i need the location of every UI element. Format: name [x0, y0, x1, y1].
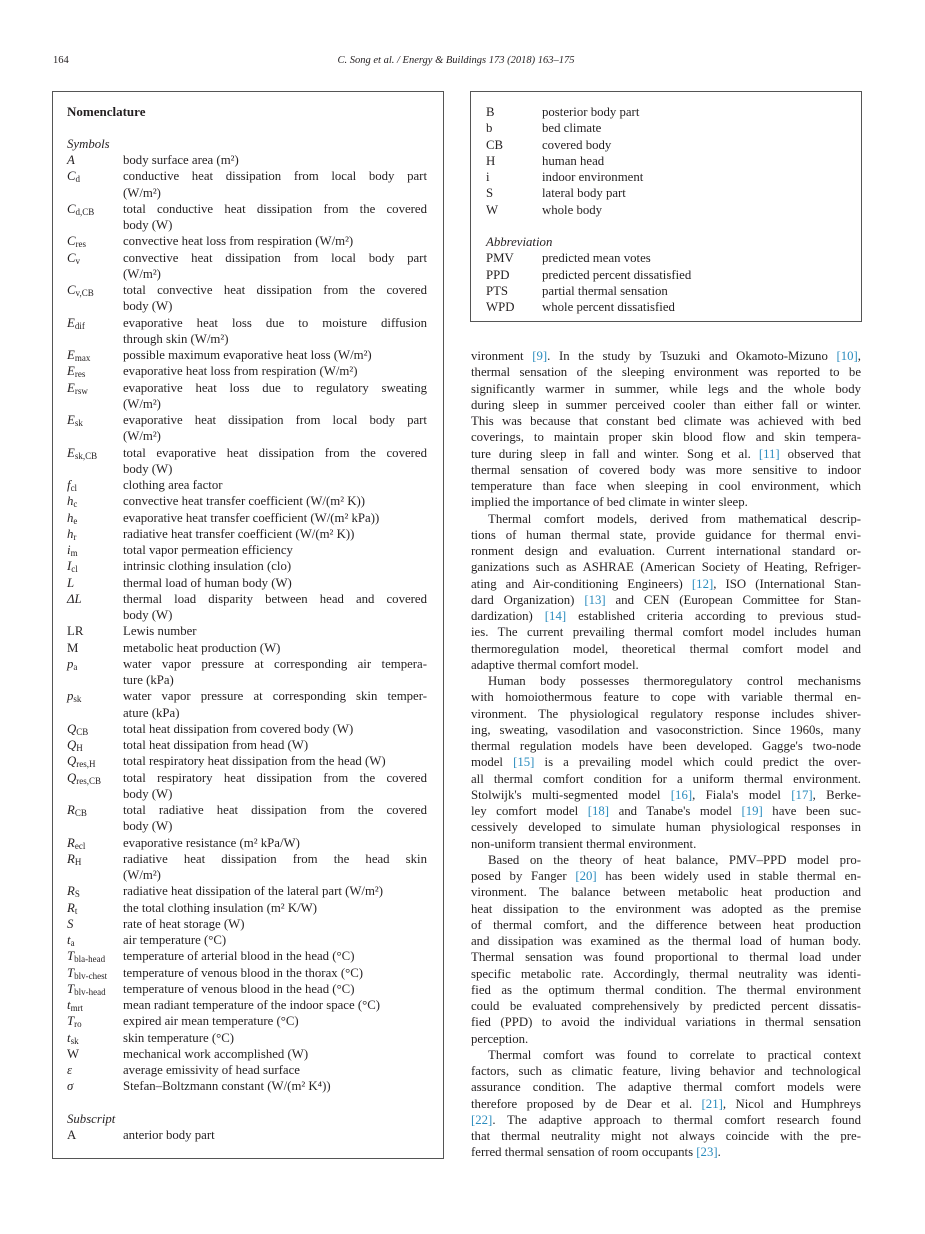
nomenclature-symbol: $R_{CB}$ — [67, 803, 87, 818]
nomenclature-definition: (W/m²) — [123, 185, 161, 200]
nomenclature-definition: total respiratory heat dissipation from the covered — [123, 770, 427, 785]
subscript-definition: anterior body part — [123, 1128, 215, 1142]
subscript-definition: human head — [542, 153, 605, 168]
nomenclature-symbol: $i_m$ — [67, 543, 78, 558]
subscript-symbol: A — [67, 1128, 77, 1142]
nomenclature-symbol: $C_{d,CB}$ — [67, 201, 95, 217]
nomenclature-definition: ture (kPa) — [123, 673, 174, 687]
body-text-line: during sleep in summer perceived cooler than either fall or winter. — [471, 397, 861, 412]
nomenclature-symbol: $t_a$ — [67, 933, 75, 948]
abbreviation-symbol: PMV — [486, 251, 514, 266]
body-text-line: and dissipation was examined as the thermal load of human body. — [471, 934, 861, 948]
body-text-line: therefore proposed by de Dear et al. [21], Nicol and Humphreys — [471, 1096, 861, 1111]
nomenclature-definition: evaporative heat dissipation from local body part — [123, 413, 427, 427]
body-text-line: factors, such as climatic feature, living behavior and technological — [471, 1064, 861, 1078]
nomenclature-definition: temperature of venous blood in the head (°C) — [123, 981, 355, 996]
body-text-line: implied the importance of bed climate in winter sleep. — [471, 495, 748, 510]
citation-link[interactable]: [22] — [471, 1112, 493, 1127]
body-text-line: that thermal neutrality might not always coincide with the pre- — [471, 1129, 861, 1143]
nomenclature-symbol: L — [67, 575, 75, 590]
nomenclature-definition: the total clothing insulation (m² K/W) — [123, 900, 317, 915]
nomenclature-symbol: $R_H$ — [67, 851, 82, 867]
nomenclature-definition: body (W) — [123, 218, 173, 232]
nomenclature-definition: (W/m²) — [123, 429, 161, 444]
nomenclature-definition: total conductive heat dissipation from the covered — [123, 201, 427, 216]
nomenclature-symbol: $Q_{res,H}$ — [67, 754, 96, 770]
nomenclature-definition: total vapor permeation efficiency — [123, 543, 293, 557]
body-text-line: could be evaluated comprehensively by predicted percent dissatis- — [471, 999, 861, 1013]
subscript-symbol: B — [486, 105, 495, 119]
nomenclature-symbol: $Q_H$ — [67, 738, 83, 753]
citation-link[interactable]: [11] — [758, 446, 780, 461]
nomenclature-symbol: $E_{sk}$ — [67, 413, 83, 428]
running-head: C. Song et al. / Energy & Buildings 173 (2018) 163–175 — [337, 55, 575, 66]
nomenclature-symbol: $p_a$ — [67, 656, 78, 672]
nomenclature-symbol: LR — [67, 624, 84, 639]
subscript-symbol: i — [486, 170, 490, 184]
body-text-line: thermoregulation model, theoretical thermal comfort model and — [471, 641, 861, 656]
nomenclature-symbol: $f_{cl}$ — [67, 478, 78, 493]
body-text-line: ferred thermal sensation of room occupants [23]. — [471, 1145, 721, 1160]
citation-link[interactable]: [23] — [696, 1145, 718, 1160]
nomenclature-definition: radiative heat dissipation of the lateral part (W/m²) — [123, 884, 384, 899]
body-text-line: all thermal comfort condition for a uniform thermal environment. — [471, 771, 861, 786]
abbreviation-symbol: PTS — [486, 283, 509, 298]
body-text-line: non-uniform transient thermal environment. — [471, 836, 697, 851]
nomenclature-definition: evaporative heat loss from respiration (W/m²) — [123, 364, 358, 379]
subscript-symbol: CB — [486, 137, 504, 152]
nomenclature-symbol: $t_{sk}$ — [67, 1030, 79, 1046]
nomenclature-symbol: σ — [67, 1079, 74, 1094]
body-text-line: [22]. The adaptive approach to thermal comfort research found — [471, 1112, 861, 1127]
body-text-line: ronment design and evaluation. Current international standard or- — [471, 544, 861, 558]
body-text-line: model [15] is a prevailing model which could predict the over- — [471, 755, 861, 770]
abbreviation-definition: whole percent dissatisfied — [542, 300, 675, 314]
nomenclature-definition: body (W) — [123, 461, 173, 476]
nomenclature-symbol: $T_{blv-chest}$ — [67, 965, 108, 981]
subscript-heading: Subscript — [67, 1111, 116, 1126]
nomenclature-definition: possible maximum evaporative heat loss (W/m²) — [123, 348, 372, 362]
subscript-definition: indoor environment — [542, 170, 644, 184]
subscript-symbol: S — [486, 186, 494, 201]
nomenclature-definition: mechanical work accomplished (W) — [123, 1046, 309, 1061]
nomenclature-definition: ature (kPa) — [123, 705, 180, 720]
subscript-definition: lateral body part — [542, 186, 626, 201]
page-number: 164 — [53, 55, 69, 66]
nomenclature-definition: total heat dissipation from covered body (W) — [123, 721, 354, 736]
body-text-line: Stolwijk's multi-segmented model [16], Fiala's model [17], Berke- — [471, 787, 861, 802]
nomenclature-definition: conductive heat dissipation from local body part — [123, 169, 427, 184]
body-text-line: temperature than face when sleeping in cool environment, which — [471, 479, 861, 493]
nomenclature-definition: (W/m²) — [123, 266, 161, 281]
nomenclature-definition: thermal load disparity between head and covered — [123, 591, 427, 606]
nomenclature-definition: total convective heat dissipation from the covered — [123, 283, 427, 297]
nomenclature-symbol: $E_{rsw}$ — [67, 380, 88, 396]
nomenclature-symbol: $C_v$ — [67, 250, 81, 266]
nomenclature-definition: clothing area factor — [123, 478, 223, 492]
nomenclature-symbol: $h_e$ — [67, 510, 78, 526]
body-text-line: Based on the theory of heat balance, PMV–PPD model pro- — [488, 852, 861, 867]
nomenclature-definition: temperature of venous blood in the thorax (°C) — [123, 965, 364, 980]
nomenclature-definition: Stefan–Boltzmann constant (W/(m² K⁴)) — [123, 1079, 331, 1094]
nomenclature-symbol: $T_{blv-head}$ — [67, 981, 106, 997]
nomenclature-definition: intrinsic clothing insulation (clo) — [123, 559, 292, 574]
citation-link[interactable]: [18] — [587, 804, 610, 818]
nomenclature-definition: total heat dissipation from head (W) — [123, 738, 309, 752]
nomenclature-symbol: ε — [67, 1063, 73, 1077]
nomenclature-definition: total evaporative heat dissipation from the covered — [123, 445, 427, 460]
nomenclature-definition: evaporative heat loss due to regulatory sweating — [123, 380, 427, 395]
body-text-line: fied as the optimum thermal condition. The thermal environment — [471, 982, 861, 997]
citation-link[interactable]: [12] — [691, 576, 714, 591]
subscript-definition: whole body — [542, 202, 603, 217]
citation-link[interactable]: [9] — [532, 349, 548, 363]
nomenclature-definition: convective heat loss from respiration (W/m²) — [123, 234, 354, 249]
citation-link[interactable]: [16] — [670, 787, 693, 802]
abbreviation-heading: Abbreviation — [486, 235, 553, 249]
nomenclature-definition: water vapor pressure at corresponding skin temper- — [123, 689, 427, 704]
subscript-definition: covered body — [542, 137, 612, 152]
nomenclature-definition: convective heat dissipation from local body part — [123, 250, 427, 265]
body-text-line: Thermal comfort was found to correlate to practical context — [488, 1047, 861, 1062]
body-text-line: significantly warmer in summer, while legs and the whole body — [471, 381, 861, 396]
citation-link[interactable]: [17] — [791, 787, 813, 802]
nomenclature-symbol: $R_t$ — [67, 900, 78, 916]
nomenclature-symbol: $t_{mrt}$ — [67, 998, 84, 1013]
body-text-line: tions of human thermal state, provide guidance for thermal envi- — [471, 527, 861, 542]
nomenclature-symbol: $p_{sk}$ — [67, 689, 82, 705]
body-text-line: vironment. The balance between metabolic heat production and — [471, 885, 861, 900]
body-text-line: Thermal sensation was found proportional to thermal load under — [471, 950, 861, 965]
nomenclature-symbol: M — [67, 640, 79, 655]
abbreviation-definition: predicted percent dissatisfied — [542, 267, 692, 282]
nomenclature-definition: evaporative heat transfer coefficient (W/(m² kPa)) — [123, 510, 380, 525]
nomenclature-symbol: S — [67, 916, 74, 931]
citation-link[interactable]: [15] — [513, 755, 535, 770]
subscript-definition: bed climate — [542, 121, 602, 136]
body-text-line: posed by Fanger [20] has been widely used in stable thermal en- — [471, 869, 861, 883]
nomenclature-definition: Lewis number — [123, 624, 197, 639]
nomenclature-definition: average emissivity of head surface — [123, 1063, 300, 1077]
nomenclature-definition: radiative heat dissipation from the head skin — [123, 851, 427, 866]
nomenclature-symbol: $C_d$ — [67, 169, 81, 185]
nomenclature-symbol: W — [67, 1046, 80, 1061]
nomenclature-symbol: $Q_{res,CB}$ — [67, 770, 101, 786]
body-text-line: fied (PPD) to avoid the individual variations in thermal sensation — [471, 1015, 861, 1030]
nomenclature-symbol: $h_r$ — [67, 526, 77, 542]
nomenclature-symbol: $C_{v,CB}$ — [67, 283, 94, 298]
body-text-line: dard Organization) [13] and CEN (European Committee for Stan- — [471, 592, 861, 607]
nomenclature-definition: (W/m²) — [123, 868, 161, 882]
nomenclature-definition: total respiratory heat dissipation from the head (W) — [123, 754, 386, 769]
nomenclature-symbol: $T_{bla-head}$ — [67, 949, 106, 965]
body-text-line: with homoiothermous feature to cope with variable thermal en- — [471, 690, 861, 705]
body-text-line: ies. The current prevailing thermal comfort model includes human — [471, 625, 861, 640]
symbols-heading: Symbols — [67, 137, 110, 151]
nomenclature-definition: mean radiant temperature of the indoor space (°C) — [123, 998, 381, 1012]
nomenclature-definition: air temperature (°C) — [123, 933, 227, 947]
citation-link[interactable]: [19] — [741, 804, 763, 818]
body-text-line: ing, sweating, vasodilation and vasoconstriction. Since 1960s, many — [471, 722, 861, 737]
body-text-line: perception. — [471, 1031, 529, 1046]
abbreviation-definition: predicted mean votes — [542, 251, 651, 266]
nomenclature-symbol: $I_{cl}$ — [67, 559, 78, 575]
nomenclature-symbol: $T_{ro}$ — [67, 1014, 82, 1030]
body-text-line: thermal sensation of covered body was more sensitive to indoor — [471, 462, 861, 477]
abbreviation-symbol: WPD — [486, 300, 515, 314]
nomenclature-symbol: $E_{sk,CB}$ — [67, 445, 98, 461]
nomenclature-definition: body (W) — [123, 786, 173, 801]
nomenclature-symbol: $Q_{CB}$ — [67, 721, 89, 737]
nomenclature-symbol: ΔL — [67, 591, 82, 606]
body-text-line: ating and Air-conditioning Engineers) [12], ISO (International Stan- — [471, 576, 861, 591]
nomenclature-symbol: $R_S$ — [67, 884, 80, 900]
nomenclature-symbol: $E_{dif}$ — [67, 315, 85, 331]
nomenclature-definition: metabolic heat production (W) — [123, 640, 281, 655]
nomenclature-symbol: $C_{res}$ — [67, 234, 87, 250]
body-text-line: Human body possesses thermoregulatory control mechanisms — [488, 674, 861, 688]
body-text-line: specific metabolic rate. Accordingly, thermal neutrality was identi- — [471, 966, 861, 981]
nomenclature-symbol: A — [67, 153, 75, 167]
body-text-line: assurance condition. The adaptive thermal comfort models were — [471, 1080, 861, 1095]
nomenclature-definition: convective heat transfer coefficient (W/(m² K)) — [123, 494, 365, 509]
nomenclature-definition: total radiative heat dissipation from the covered — [123, 803, 427, 817]
nomenclature-definition: body surface area (m²) — [123, 153, 239, 167]
nomenclature-definition: body (W) — [123, 299, 173, 314]
nomenclature-definition: evaporative heat loss due to moisture diffusion — [123, 315, 427, 330]
body-text-line: vironment [9]. In the study by Tsuzuki and Okamoto-Mizuno [10], — [471, 349, 861, 363]
nomenclature-definition: (W/m²) — [123, 396, 161, 411]
nomenclature-symbol: $R_{ecl}$ — [67, 835, 86, 851]
nomenclature-definition: body (W) — [123, 608, 173, 622]
nomenclature-definition: skin temperature (°C) — [123, 1030, 235, 1045]
nomenclature-symbol: $E_{max}$ — [67, 348, 91, 363]
citation-link[interactable]: [20] — [575, 869, 597, 883]
body-text-line: thermal sensation of the sleeping environment was reported to be — [471, 365, 861, 380]
nomenclature-definition: through skin (W/m²) — [123, 331, 229, 346]
citation-link[interactable]: [10] — [836, 349, 858, 363]
body-text-line: vironment. The physiological regulatory response includes shiver- — [471, 706, 861, 721]
subscript-symbol: W — [486, 202, 499, 217]
subscript-symbol: b — [486, 121, 493, 136]
body-text-line: thermal regulation models have been developed. Gagge's two-node — [471, 739, 861, 753]
body-text-line: heat dissipation to the environment was adopted as the premise — [471, 901, 861, 916]
abbreviation-symbol: PPD — [486, 267, 510, 282]
nomenclature-definition: water vapor pressure at corresponding air tempera- — [123, 656, 427, 671]
body-text-line: dardization) [14] established criteria according to previous stud- — [471, 609, 861, 623]
subscript-definition: posterior body part — [542, 105, 640, 119]
body-text-line: of thermal comfort, and the difference between heat production — [471, 917, 861, 932]
body-text-line: Thermal comfort models, derived from mathematical descrip- — [488, 511, 861, 526]
citation-link[interactable]: [21] — [701, 1096, 723, 1111]
nomenclature-definition: body (W) — [123, 819, 173, 834]
nomenclature-title: Nomenclature — [67, 104, 146, 119]
subscript-symbol: H — [486, 153, 496, 168]
nomenclature-definition: expired air mean temperature (°C) — [123, 1014, 299, 1029]
body-text-line: adaptive thermal comfort model. — [471, 657, 639, 672]
nomenclature-definition: thermal load of human body (W) — [123, 575, 292, 590]
body-text-line: cessively developed to simulate human physiological responses in — [471, 820, 861, 835]
body-text-line: coverings, to maintain proper skin blood flow and skin tempera- — [471, 430, 861, 445]
body-text-line: This was because that constant bed climate was achieved with bed — [471, 414, 861, 428]
citation-link[interactable]: [13] — [584, 592, 606, 607]
nomenclature-definition: rate of heat storage (W) — [123, 916, 245, 931]
nomenclature-definition: temperature of arterial blood in the head (°C) — [123, 949, 355, 964]
nomenclature-definition: radiative heat transfer coefficient (W/(m² K)) — [123, 526, 355, 541]
nomenclature-symbol: $h_c$ — [67, 494, 78, 510]
abbreviation-definition: partial thermal sensation — [542, 283, 668, 298]
body-text-line: ture during sleep in fall and winter. Song et al. [11] observed that — [471, 446, 861, 461]
body-text-line: ganizations such as ASHRAE (American Society of Heating, Refriger- — [471, 560, 861, 575]
body-text-line: ley comfort model [18] and Tanabe's model [19] have been suc- — [471, 804, 862, 818]
nomenclature-symbol: $E_{res}$ — [67, 364, 86, 380]
citation-link[interactable]: [14] — [544, 609, 567, 623]
nomenclature-definition: evaporative resistance (m² kPa/W) — [123, 835, 300, 850]
